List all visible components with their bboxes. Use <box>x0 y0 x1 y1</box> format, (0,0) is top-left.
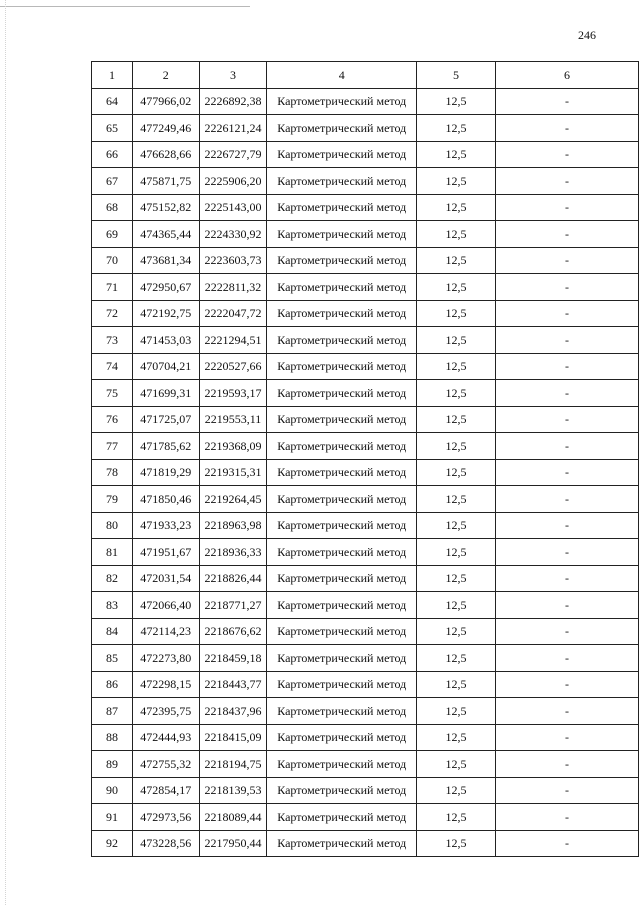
x-coordinate-cell: 475152,82 <box>132 194 199 221</box>
x-coordinate-cell: 471699,31 <box>132 380 199 407</box>
accuracy-cell: 12,5 <box>417 645 496 672</box>
accuracy-cell: 12,5 <box>417 141 496 168</box>
table-row <box>92 671 639 698</box>
y-coordinate-cell: 2225906,20 <box>199 168 267 195</box>
y-coordinate-cell: 2218771,27 <box>199 592 267 619</box>
method-cell: Картометрический метод <box>267 194 417 221</box>
x-coordinate-cell: 471725,07 <box>132 406 199 433</box>
method-cell: Картометрический метод <box>267 221 417 248</box>
note-cell: - <box>495 168 638 195</box>
accuracy-cell: 12,5 <box>417 380 496 407</box>
table-row <box>92 618 639 645</box>
point-number-cell: 76 <box>92 406 133 433</box>
table-row <box>92 804 639 831</box>
note-cell: - <box>495 830 638 857</box>
table-row <box>92 274 639 301</box>
accuracy-cell: 12,5 <box>417 539 496 566</box>
y-coordinate-cell: 2219593,17 <box>199 380 267 407</box>
method-cell: Картометрический метод <box>267 592 417 619</box>
x-coordinate-cell: 475871,75 <box>132 168 199 195</box>
table-row <box>92 247 639 274</box>
method-cell: Картометрический метод <box>267 433 417 460</box>
y-coordinate-cell: 2219315,31 <box>199 459 267 486</box>
table-row <box>92 592 639 619</box>
x-coordinate-cell: 471850,46 <box>132 486 199 513</box>
page-number: 246 <box>578 28 596 42</box>
accuracy-cell: 12,5 <box>417 168 496 195</box>
note-cell: - <box>495 115 638 142</box>
note-cell: - <box>495 88 638 115</box>
y-coordinate-cell: 2222811,32 <box>199 274 267 301</box>
point-number-cell: 69 <box>92 221 133 248</box>
method-cell: Картометрический метод <box>267 459 417 486</box>
note-cell: - <box>495 618 638 645</box>
point-number-cell: 86 <box>92 671 133 698</box>
note-cell: - <box>495 274 638 301</box>
point-number-cell: 74 <box>92 353 133 380</box>
method-cell: Картометрический метод <box>267 353 417 380</box>
x-coordinate-cell: 471819,29 <box>132 459 199 486</box>
method-cell: Картометрический метод <box>267 565 417 592</box>
table-row <box>92 698 639 725</box>
point-number-cell: 73 <box>92 327 133 354</box>
accuracy-cell: 12,5 <box>417 698 496 725</box>
method-cell: Картометрический метод <box>267 327 417 354</box>
y-coordinate-cell: 2226727,79 <box>199 141 267 168</box>
x-coordinate-cell: 472973,56 <box>132 804 199 831</box>
y-coordinate-cell: 2219553,11 <box>199 406 267 433</box>
point-number-cell: 79 <box>92 486 133 513</box>
note-cell: - <box>495 777 638 804</box>
method-cell: Картометрический метод <box>267 168 417 195</box>
note-cell: - <box>495 247 638 274</box>
y-coordinate-cell: 2220527,66 <box>199 353 267 380</box>
method-cell: Картометрический метод <box>267 486 417 513</box>
y-coordinate-cell: 2225143,00 <box>199 194 267 221</box>
scan-edge <box>5 0 6 905</box>
point-number-cell: 84 <box>92 618 133 645</box>
table-row <box>92 565 639 592</box>
note-cell: - <box>495 592 638 619</box>
point-number-cell: 68 <box>92 194 133 221</box>
x-coordinate-cell: 471785,62 <box>132 433 199 460</box>
table-row <box>92 327 639 354</box>
point-number-cell: 81 <box>92 539 133 566</box>
x-coordinate-cell: 472273,80 <box>132 645 199 672</box>
accuracy-cell: 12,5 <box>417 486 496 513</box>
method-cell: Картометрический метод <box>267 671 417 698</box>
top-divider <box>0 6 250 7</box>
table-row <box>92 777 639 804</box>
note-cell: - <box>495 645 638 672</box>
point-number-cell: 72 <box>92 300 133 327</box>
y-coordinate-cell: 2218459,18 <box>199 645 267 672</box>
x-coordinate-cell: 472755,32 <box>132 751 199 778</box>
point-number-cell: 83 <box>92 592 133 619</box>
method-cell: Картометрический метод <box>267 274 417 301</box>
point-number-cell: 85 <box>92 645 133 672</box>
table-row <box>92 459 639 486</box>
x-coordinate-cell: 474365,44 <box>132 221 199 248</box>
note-cell: - <box>495 671 638 698</box>
accuracy-cell: 12,5 <box>417 618 496 645</box>
y-coordinate-cell: 2224330,92 <box>199 221 267 248</box>
note-cell: - <box>495 565 638 592</box>
accuracy-cell: 12,5 <box>417 459 496 486</box>
point-number-cell: 66 <box>92 141 133 168</box>
x-coordinate-cell: 472298,15 <box>132 671 199 698</box>
x-coordinate-cell: 471453,03 <box>132 327 199 354</box>
x-coordinate-cell: 472395,75 <box>132 698 199 725</box>
point-number-cell: 87 <box>92 698 133 725</box>
note-cell: - <box>495 194 638 221</box>
table-row <box>92 353 639 380</box>
note-cell: - <box>495 327 638 354</box>
note-cell: - <box>495 804 638 831</box>
y-coordinate-cell: 2226892,38 <box>199 88 267 115</box>
point-number-cell: 91 <box>92 804 133 831</box>
note-cell: - <box>495 406 638 433</box>
point-number-cell: 71 <box>92 274 133 301</box>
method-cell: Картометрический метод <box>267 406 417 433</box>
accuracy-cell: 12,5 <box>417 777 496 804</box>
header-cell-1: 1 <box>92 62 133 89</box>
accuracy-cell: 12,5 <box>417 565 496 592</box>
note-cell: - <box>495 459 638 486</box>
note-cell: - <box>495 512 638 539</box>
method-cell: Картометрический метод <box>267 751 417 778</box>
method-cell: Картометрический метод <box>267 698 417 725</box>
y-coordinate-cell: 2223603,73 <box>199 247 267 274</box>
table-row <box>92 221 639 248</box>
table-body <box>92 88 639 857</box>
table-row <box>92 88 639 115</box>
table-row <box>92 539 639 566</box>
y-coordinate-cell: 2218936,33 <box>199 539 267 566</box>
y-coordinate-cell: 2218194,75 <box>199 751 267 778</box>
point-number-cell: 92 <box>92 830 133 857</box>
accuracy-cell: 12,5 <box>417 751 496 778</box>
method-cell: Картометрический метод <box>267 380 417 407</box>
method-cell: Картометрический метод <box>267 539 417 566</box>
y-coordinate-cell: 2219264,45 <box>199 486 267 513</box>
y-coordinate-cell: 2217950,44 <box>199 830 267 857</box>
note-cell: - <box>495 539 638 566</box>
y-coordinate-cell: 2218676,62 <box>199 618 267 645</box>
note-cell: - <box>495 380 638 407</box>
y-coordinate-cell: 2218139,53 <box>199 777 267 804</box>
coordinates-table <box>91 61 639 857</box>
y-coordinate-cell: 2221294,51 <box>199 327 267 354</box>
method-cell: Картометрический метод <box>267 830 417 857</box>
y-coordinate-cell: 2222047,72 <box>199 300 267 327</box>
header-cell-2: 2 <box>132 62 199 89</box>
y-coordinate-cell: 2218443,77 <box>199 671 267 698</box>
x-coordinate-cell: 477249,46 <box>132 115 199 142</box>
y-coordinate-cell: 2218415,09 <box>199 724 267 751</box>
table-row <box>92 512 639 539</box>
x-coordinate-cell: 472031,54 <box>132 565 199 592</box>
table-row <box>92 830 639 857</box>
note-cell: - <box>495 724 638 751</box>
accuracy-cell: 12,5 <box>417 115 496 142</box>
accuracy-cell: 12,5 <box>417 671 496 698</box>
note-cell: - <box>495 221 638 248</box>
x-coordinate-cell: 472066,40 <box>132 592 199 619</box>
note-cell: - <box>495 486 638 513</box>
accuracy-cell: 12,5 <box>417 327 496 354</box>
method-cell: Картометрический метод <box>267 777 417 804</box>
x-coordinate-cell: 472192,75 <box>132 300 199 327</box>
table-row <box>92 486 639 513</box>
method-cell: Картометрический метод <box>267 724 417 751</box>
point-number-cell: 88 <box>92 724 133 751</box>
method-cell: Картометрический метод <box>267 804 417 831</box>
x-coordinate-cell: 472114,23 <box>132 618 199 645</box>
header-cell-6: 6 <box>495 62 638 89</box>
point-number-cell: 70 <box>92 247 133 274</box>
method-cell: Картометрический метод <box>267 247 417 274</box>
y-coordinate-cell: 2218826,44 <box>199 565 267 592</box>
table-row <box>92 115 639 142</box>
accuracy-cell: 12,5 <box>417 592 496 619</box>
accuracy-cell: 12,5 <box>417 88 496 115</box>
point-number-cell: 67 <box>92 168 133 195</box>
header-cell-4: 4 <box>267 62 417 89</box>
table-row <box>92 724 639 751</box>
table-row <box>92 645 639 672</box>
accuracy-cell: 12,5 <box>417 724 496 751</box>
method-cell: Картометрический метод <box>267 115 417 142</box>
point-number-cell: 82 <box>92 565 133 592</box>
note-cell: - <box>495 141 638 168</box>
method-cell: Картометрический метод <box>267 618 417 645</box>
point-number-cell: 80 <box>92 512 133 539</box>
x-coordinate-cell: 473228,56 <box>132 830 199 857</box>
point-number-cell: 90 <box>92 777 133 804</box>
y-coordinate-cell: 2218089,44 <box>199 804 267 831</box>
accuracy-cell: 12,5 <box>417 406 496 433</box>
table-row <box>92 433 639 460</box>
x-coordinate-cell: 470704,21 <box>132 353 199 380</box>
table-row <box>92 168 639 195</box>
accuracy-cell: 12,5 <box>417 830 496 857</box>
accuracy-cell: 12,5 <box>417 274 496 301</box>
x-coordinate-cell: 477966,02 <box>132 88 199 115</box>
accuracy-cell: 12,5 <box>417 433 496 460</box>
accuracy-cell: 12,5 <box>417 804 496 831</box>
accuracy-cell: 12,5 <box>417 221 496 248</box>
y-coordinate-cell: 2218437,96 <box>199 698 267 725</box>
point-number-cell: 64 <box>92 88 133 115</box>
point-number-cell: 89 <box>92 751 133 778</box>
method-cell: Картометрический метод <box>267 645 417 672</box>
accuracy-cell: 12,5 <box>417 194 496 221</box>
point-number-cell: 65 <box>92 115 133 142</box>
accuracy-cell: 12,5 <box>417 247 496 274</box>
table-row <box>92 406 639 433</box>
method-cell: Картометрический метод <box>267 512 417 539</box>
table-row <box>92 751 639 778</box>
note-cell: - <box>495 353 638 380</box>
x-coordinate-cell: 476628,66 <box>132 141 199 168</box>
table-row <box>92 194 639 221</box>
x-coordinate-cell: 471951,67 <box>132 539 199 566</box>
x-coordinate-cell: 472444,93 <box>132 724 199 751</box>
table-row <box>92 300 639 327</box>
x-coordinate-cell: 472950,67 <box>132 274 199 301</box>
table-row <box>92 380 639 407</box>
note-cell: - <box>495 698 638 725</box>
accuracy-cell: 12,5 <box>417 300 496 327</box>
accuracy-cell: 12,5 <box>417 512 496 539</box>
header-row <box>92 62 639 89</box>
y-coordinate-cell: 2226121,24 <box>199 115 267 142</box>
method-cell: Картометрический метод <box>267 141 417 168</box>
header-cell-3: 3 <box>199 62 267 89</box>
y-coordinate-cell: 2218963,98 <box>199 512 267 539</box>
method-cell: Картометрический метод <box>267 300 417 327</box>
point-number-cell: 77 <box>92 433 133 460</box>
accuracy-cell: 12,5 <box>417 353 496 380</box>
method-cell: Картометрический метод <box>267 88 417 115</box>
x-coordinate-cell: 472854,17 <box>132 777 199 804</box>
table-row <box>92 141 639 168</box>
x-coordinate-cell: 471933,23 <box>132 512 199 539</box>
note-cell: - <box>495 751 638 778</box>
note-cell: - <box>495 300 638 327</box>
point-number-cell: 75 <box>92 380 133 407</box>
x-coordinate-cell: 473681,34 <box>132 247 199 274</box>
note-cell: - <box>495 433 638 460</box>
point-number-cell: 78 <box>92 459 133 486</box>
header-cell-5: 5 <box>417 62 496 89</box>
y-coordinate-cell: 2219368,09 <box>199 433 267 460</box>
